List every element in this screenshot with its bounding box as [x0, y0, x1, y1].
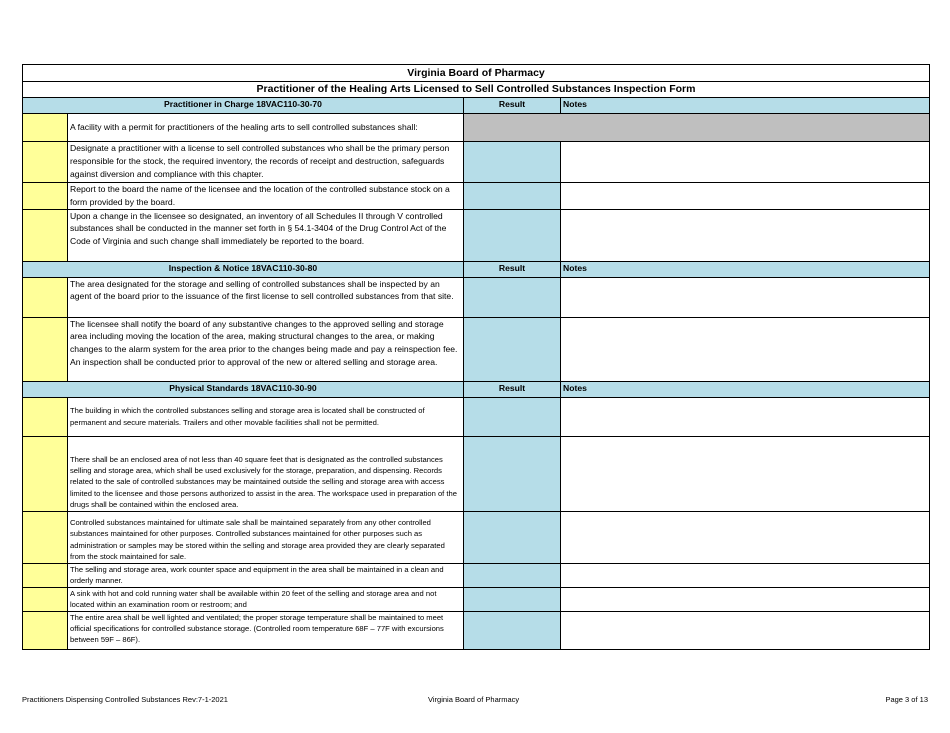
- form-subtitle-row: [23, 82, 930, 98]
- inspection-item-row: [23, 209, 930, 261]
- notes-cell[interactable]: [561, 511, 930, 563]
- section-header-practitioner-in-charge: [23, 98, 930, 114]
- footer-page-number: Page 3 of 13: [885, 695, 928, 704]
- notes-cell[interactable]: [561, 587, 930, 611]
- check-cell[interactable]: [23, 183, 68, 210]
- result-cell[interactable]: [464, 209, 561, 261]
- notes-cell[interactable]: [561, 277, 930, 317]
- form-title-row: [23, 65, 930, 82]
- result-cell[interactable]: [464, 183, 561, 210]
- section-intro-text: A facility with a permit for practitioners of the healing arts to sell controlled substances shall:: [68, 114, 464, 142]
- check-cell[interactable]: [23, 587, 68, 611]
- item-text: The licensee shall notify the board of any substantive changes to the approved selling and storage area including moving the location of the area, making structural changes to the area, or making changes to the alarm system for the area prior to the changes being made and pay a reinspection fee. An inspection shall be conducted prior to approval of the new or altered selling and storage area.: [68, 317, 464, 381]
- notes-cell[interactable]: [561, 563, 930, 587]
- intro-grey-cell: [464, 114, 930, 142]
- notes-cell[interactable]: [561, 317, 930, 381]
- inspection-item-row: [23, 317, 930, 381]
- item-text: Designate a practitioner with a license to sell controlled substances who shall be the primary person responsible for the stock, the required inventory, the records of receipt and destruction, safeguards against diversion and compliance with this chapter.: [68, 142, 464, 183]
- notes-column-header: Notes: [561, 381, 930, 397]
- check-cell[interactable]: [23, 317, 68, 381]
- result-cell[interactable]: [464, 142, 561, 183]
- item-text: There shall be an enclosed area of not less than 40 square feet that is designated as the controlled substances selling and storage area, which shall be used exclusively for the storage, preparation, and dispensing. Records related to the sale of controlled substances may be maintained outside the selling and storage area with access limited to the licensee and those persons authorized to assist in the area. The workspace used in preparation of the drugs shall be contained within the enclosed area.: [68, 436, 464, 511]
- inspection-item-row: [23, 436, 930, 511]
- footer-revision: Practitioners Dispensing Controlled Substances Rev:7-1-2021: [22, 695, 228, 704]
- item-text: The area designated for the storage and selling of controlled substances shall be inspected by an agent of the board prior to the issuance of the first license to sell controlled substances from that site.: [68, 277, 464, 317]
- inspection-item-row: [23, 183, 930, 210]
- result-cell[interactable]: [464, 587, 561, 611]
- item-text: The entire area shall be well lighted and ventilated; the proper storage temperature shall be maintained to meet official specifications for controlled substance storage. (Controlled room temperature 68F – 77F with excursions between 59F – 86F).: [68, 611, 464, 649]
- notes-column-header: Notes: [561, 98, 930, 114]
- inspection-item-row: [23, 611, 930, 649]
- result-cell[interactable]: [464, 563, 561, 587]
- section-header-physical-standards: [23, 381, 930, 397]
- item-text: Report to the board the name of the licensee and the location of the controlled substance stock on a form provided by the board.: [68, 183, 464, 210]
- result-column-header: Result: [464, 381, 561, 397]
- inspection-form-table: [22, 64, 930, 650]
- check-cell[interactable]: [23, 114, 68, 142]
- check-cell[interactable]: [23, 397, 68, 436]
- inspection-item-row: [23, 142, 930, 183]
- inspection-item-row: [23, 397, 930, 436]
- result-cell[interactable]: [464, 317, 561, 381]
- inspection-item-row: [23, 587, 930, 611]
- section-title: Practitioner in Charge 18VAC110-30-70: [23, 98, 464, 114]
- notes-cell[interactable]: [561, 142, 930, 183]
- check-cell[interactable]: [23, 436, 68, 511]
- item-text: The building in which the controlled substances selling and storage area is located shall be constructed of permanent and secure materials. Trailers and other movable facilities shall not be permitted.: [68, 397, 464, 436]
- section-title: Physical Standards 18VAC110-30-90: [23, 381, 464, 397]
- inspection-item-row: [23, 563, 930, 587]
- notes-column-header: Notes: [561, 261, 930, 277]
- result-cell[interactable]: [464, 436, 561, 511]
- form-subtitle: Practitioner of the Healing Arts Licensed to Sell Controlled Substances Inspection Form: [23, 82, 930, 98]
- check-cell[interactable]: [23, 209, 68, 261]
- result-column-header: Result: [464, 98, 561, 114]
- section-header-inspection-notice: [23, 261, 930, 277]
- item-text: The selling and storage area, work counter space and equipment in the area shall be maintained in a clean and orderly manner.: [68, 563, 464, 587]
- check-cell[interactable]: [23, 277, 68, 317]
- footer-organization: Virginia Board of Pharmacy: [428, 695, 520, 704]
- notes-cell[interactable]: [561, 436, 930, 511]
- result-cell[interactable]: [464, 511, 561, 563]
- notes-cell[interactable]: [561, 183, 930, 210]
- section-title: Inspection & Notice 18VAC110-30-80: [23, 261, 464, 277]
- result-cell[interactable]: [464, 277, 561, 317]
- notes-cell[interactable]: [561, 209, 930, 261]
- notes-cell[interactable]: [561, 611, 930, 649]
- form-title: Virginia Board of Pharmacy: [23, 65, 930, 82]
- item-text: A sink with hot and cold running water shall be available within 20 feet of the selling and storage area and not located within an examination room or restroom; and: [68, 587, 464, 611]
- check-cell[interactable]: [23, 563, 68, 587]
- item-text: Upon a change in the licensee so designated, an inventory of all Schedules II through V controlled substances shall be conducted in the manner set forth in § 54.1-3404 of the Drug Control Act of the Code of Virginia and such change shall immediately be reported to the board.: [68, 209, 464, 261]
- result-cell[interactable]: [464, 397, 561, 436]
- item-text: Controlled substances maintained for ultimate sale shall be maintained separately from any other controlled substances maintained for other purposes. Controlled substances maintained for other purposes such as administration or samples may be stored within the selling and storage area provided they are clearly separated from the stock maintained for sale.: [68, 511, 464, 563]
- result-column-header: Result: [464, 261, 561, 277]
- check-cell[interactable]: [23, 611, 68, 649]
- check-cell[interactable]: [23, 511, 68, 563]
- section-intro-row: [23, 114, 930, 142]
- inspection-item-row: [23, 277, 930, 317]
- inspection-item-row: [23, 511, 930, 563]
- check-cell[interactable]: [23, 142, 68, 183]
- result-cell[interactable]: [464, 611, 561, 649]
- notes-cell[interactable]: [561, 397, 930, 436]
